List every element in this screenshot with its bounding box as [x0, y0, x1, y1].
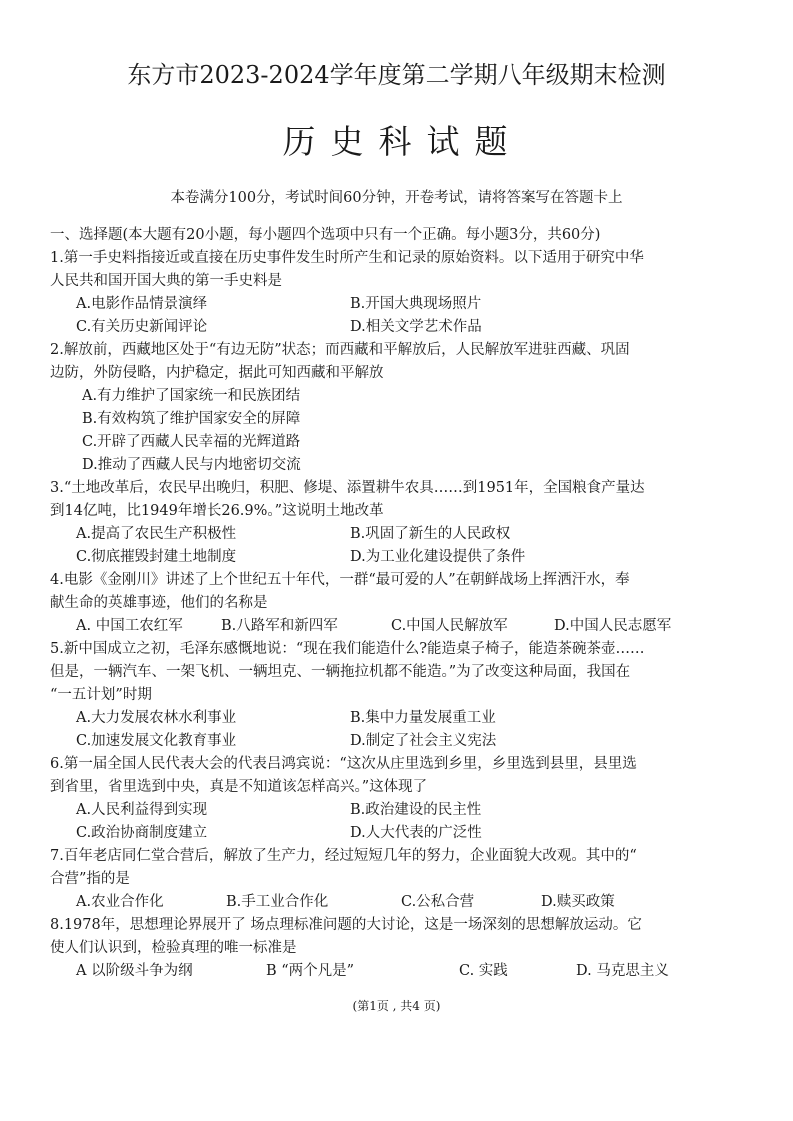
option-b: B.政治建设的民主性 — [350, 802, 482, 818]
question-stem-line: “一五计划”时期 — [50, 687, 152, 703]
option-a: A.农业合作化 — [76, 894, 164, 910]
option-b: B “两个凡是” — [266, 963, 355, 979]
option-c: C.公私合营 — [401, 894, 475, 910]
option-a: A.人民利益得到实现 — [76, 802, 208, 818]
question-4 — [50, 569, 750, 638]
option-c: C. 实践 — [459, 963, 508, 979]
options-row — [50, 316, 750, 339]
subject-title: 历史科试题 — [282, 122, 523, 161]
question-3 — [50, 477, 750, 569]
question-1 — [50, 247, 750, 339]
options-row — [50, 822, 750, 845]
question-stem-line: 边防，外防侵略，内护稳定，据此可知西藏和平解放 — [50, 365, 384, 381]
question-stem-line: 3.“土地改革后，农民早出晚归，积肥、修堤、添置耕牛农具……到1951年，全国粮食产量达 — [50, 480, 645, 496]
page-number: (第1页 , 共4 页) — [352, 999, 441, 1013]
option-c: C.彻底摧毁封建土地制度 — [76, 549, 237, 565]
question-stem-line: 2.解放前，西藏地区处于“有边无防”状态；而西藏和平解放后，人民解放军进驻西藏、巩固 — [50, 342, 630, 358]
option-b: B.有效构筑了维护国家安全的屏障 — [82, 411, 301, 427]
option-a: A.大力发展农林水利事业 — [76, 710, 237, 726]
options-row — [50, 293, 750, 316]
question-8 — [50, 914, 750, 983]
options-row — [50, 523, 750, 546]
option-d: D. 马克思主义 — [576, 963, 669, 979]
option-b: B.巩固了新生的人民政权 — [350, 526, 511, 542]
option-d: D.推动了西藏人民与内地密切交流 — [82, 457, 301, 473]
question-6 — [50, 753, 750, 845]
options-row — [50, 891, 750, 914]
option-b: B.开国大典现场照片 — [350, 296, 482, 312]
question-5 — [50, 638, 750, 753]
option-b: B.八路军和新四军 — [221, 618, 338, 634]
options-row — [50, 730, 750, 753]
option-b: B.集中力量发展重工业 — [350, 710, 496, 726]
exam-instructions: 本卷满分100分，考试时间60分钟，开卷考试，请将答案写在答题卡上 — [170, 190, 623, 206]
options-row — [50, 799, 750, 822]
question-2 — [50, 339, 750, 477]
option-c: C.政治协商制度建立 — [76, 825, 208, 841]
option-a: A. 中国工农红军 — [76, 618, 183, 634]
question-stem-line: 5.新中国成立之初，毛泽东感慨地说：“现在我们能造什么?能造桌子椅子，能造茶碗茶壶…… — [50, 641, 645, 657]
question-section — [50, 224, 750, 983]
options-row — [50, 707, 750, 730]
option-d: D.为工业化建设提供了条件 — [350, 549, 526, 565]
option-d: D.相关文学艺术作品 — [350, 319, 482, 335]
question-stem-line: 4.电影《金刚川》讲述了上个世纪五十年代，一群“最可爱的人”在朝鲜战场上挥洒汗水，奉 — [50, 572, 630, 588]
option-a: A 以阶级斗争为纲 — [76, 963, 193, 979]
option-c: C.中国人民解放军 — [391, 618, 508, 634]
question-stem-line: 合营”指的是 — [50, 871, 130, 887]
question-stem-line: 到14亿吨，比1949年增长26.9%。”这说明土地改革 — [50, 503, 384, 519]
question-stem-line: 但是，一辆汽车、一架飞机、一辆坦克、一辆拖拉机都不能造。”为了改变这种局面，我国在 — [50, 664, 631, 680]
question-stem-line: 7.百年老店同仁堂合营后，解放了生产力，经过短短几年的努力，企业面貌大改观。其中的“ — [50, 848, 637, 864]
option-d: D.中国人民志愿军 — [554, 618, 672, 634]
question-stem-line: 使人们认识到，检验真理的唯一标准是 — [50, 940, 297, 956]
option-a: A.有力维护了国家统一和民族团结 — [82, 388, 301, 404]
option-d: D.人大代表的广泛性 — [350, 825, 482, 841]
option-b: B.手工业合作化 — [226, 894, 329, 910]
question-7 — [50, 845, 750, 914]
question-stem-line: 8.1978年，思想理论界展开了 场点理标准问题的大讨论，这是一场深刻的思想解放运动。它 — [50, 917, 642, 933]
option-c: C.开辟了西藏人民幸福的光辉道路 — [82, 434, 301, 450]
option-c: C.加速发展文化教育事业 — [76, 733, 237, 749]
question-stem-line: 到省里，省里选到中央，真是不知道该怎样高兴。”这体现了 — [50, 779, 428, 795]
section-heading: 一、选择题(本大题有20小题，每小题四个选项中只有一个正确。每小题3分，共60分) — [50, 227, 601, 243]
exam-title: 东方市2023-2024学年度第二学期八年级期末检测 — [127, 61, 666, 89]
option-a: A.电影作品情景演绎 — [76, 296, 208, 312]
options-row — [50, 546, 750, 569]
options-row — [50, 960, 750, 983]
question-stem-line: 献生命的英雄事迹，他们的名称是 — [50, 595, 268, 611]
option-a: A.提高了农民生产积极性 — [76, 526, 237, 542]
option-d: D.赎买政策 — [541, 894, 615, 910]
options-row — [50, 615, 750, 638]
question-stem-line: 1.第一手史料指接近或直接在历史事件发生时所产生和记录的原始资料。以下适用于研究中华 — [50, 250, 644, 266]
option-c: C.有关历史新闻评论 — [76, 319, 208, 335]
question-stem-line: 6.第一届全国人民代表大会的代表吕鸿宾说：“这次从庄里选到乡里，乡里选到县里，县里选 — [50, 756, 637, 772]
question-stem-line: 人民共和国开国大典的第一手史料是 — [50, 273, 282, 289]
option-d: D.制定了社会主义宪法 — [350, 733, 497, 749]
